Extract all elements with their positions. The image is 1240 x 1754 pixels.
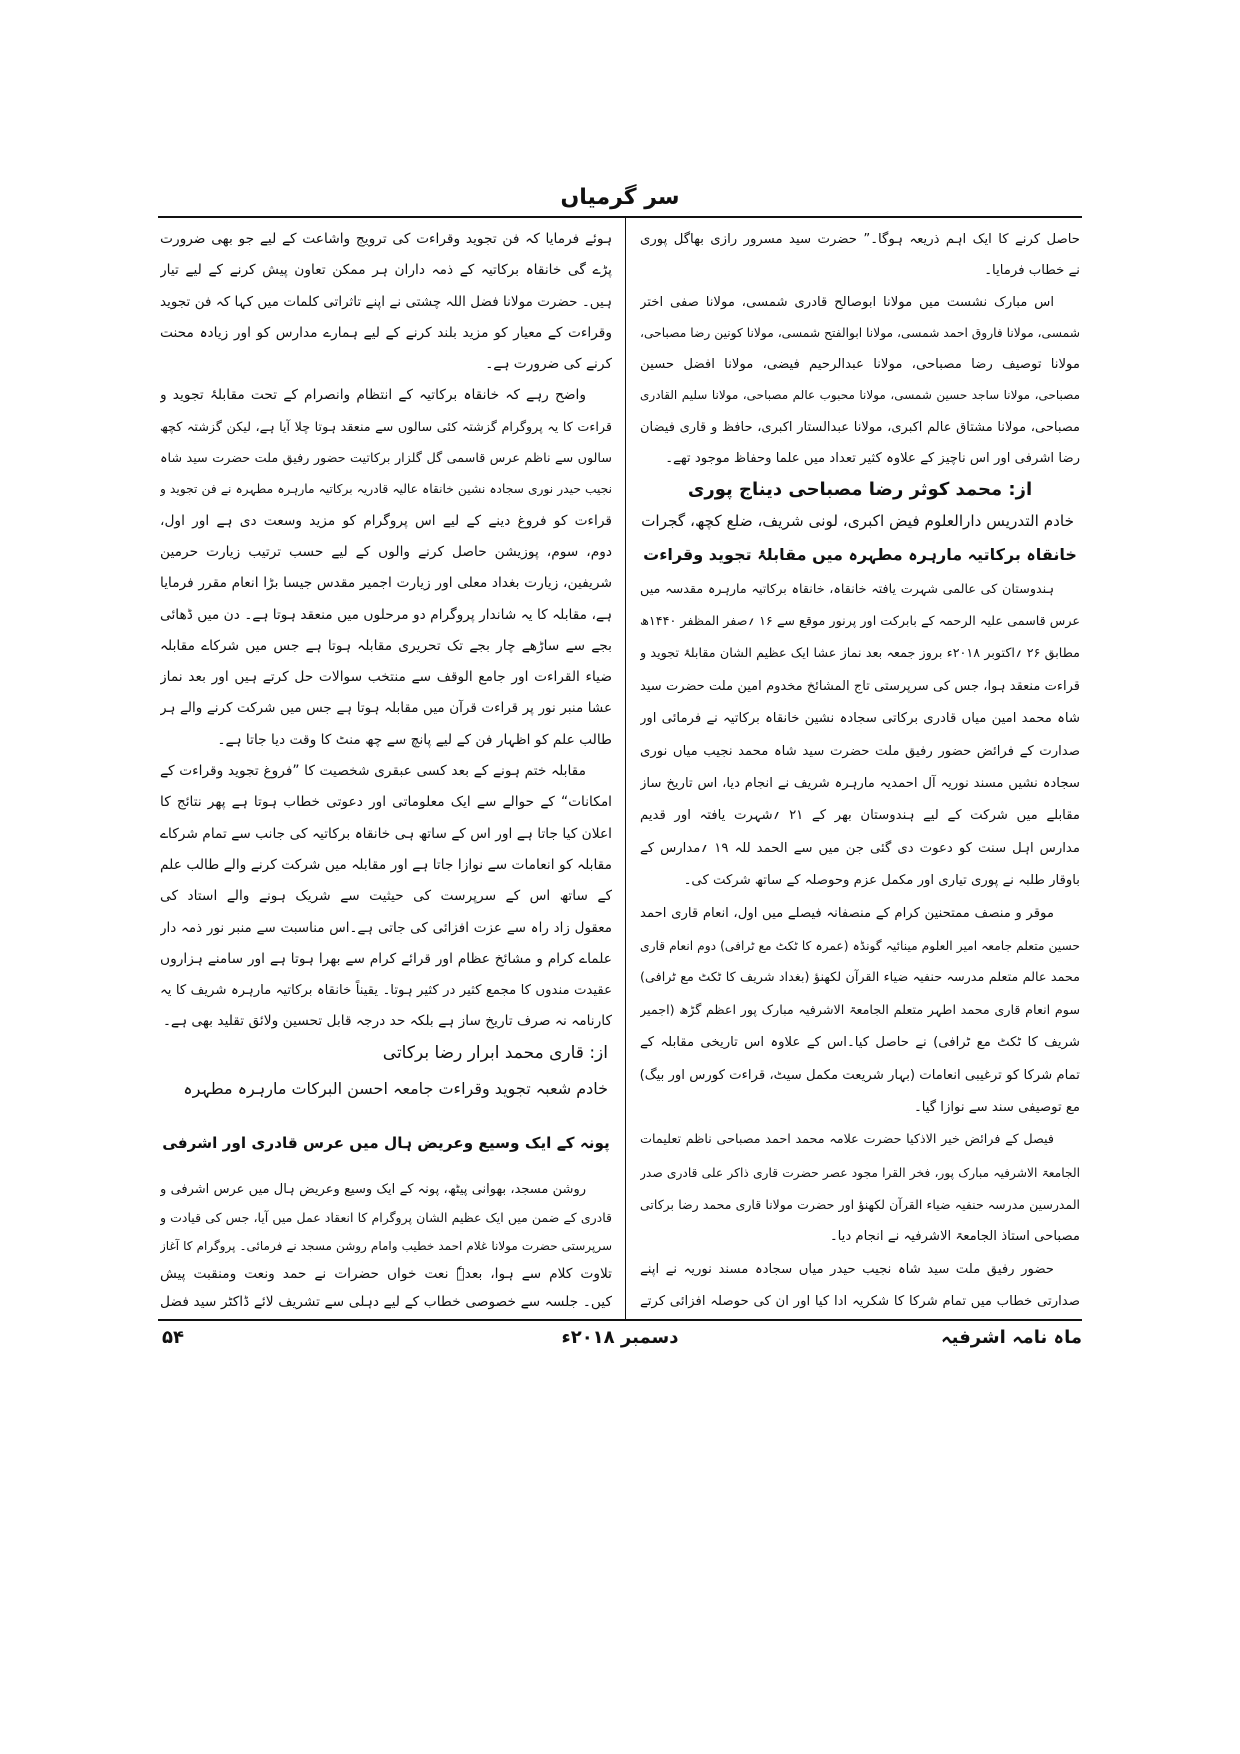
paragraph — [640, 1124, 1080, 1254]
text-line: مقابلہ ختم ہونے کے بعد کسی عبقری شخصیت کا ”فروغ تجوید وقراءت کے — [160, 763, 586, 780]
text-line: مقابلے میں شرکت کے لیے ہندوستان بھر کے ۲۱ ؍شہرت یافتہ اور قدیم — [640, 808, 1080, 824]
text-line: سوم انعام قاری محمد اطہر متعلم الجامعۃ الاشرفیہ مبارک پور اعظم گڑھ (اجمیر — [640, 1002, 1080, 1018]
continued-paragraph — [160, 224, 612, 380]
text-line: باوقار طلبہ نے پوری تیاری اور مکمل عزم وحوصلہ کے ساتھ شرکت کی۔ — [683, 873, 1080, 889]
article-barkatiya-competition — [640, 537, 1080, 1318]
participants-paragraph — [640, 287, 1080, 475]
text-line: اس مبارک نشست میں مولانا ابوصالح قادری شمسی، مولانا صفی اختر — [640, 294, 1054, 310]
author-byline: از: محمد کوثر رضا مصباحی دیناج پوری — [687, 479, 1033, 501]
text-line: مصباحی، مولانا مشتاق عالم اکبری، مولانا عبدالستار اکبری، حافظ و قاری فیضان — [640, 419, 1080, 435]
text-line: واضح رہے کہ خانقاہ برکاتیہ کے انتظام وانصرام کے تحت مقابلۂ تجوید و — [160, 387, 586, 404]
text-line: مع توصیفی سند سے نوازا گیا۔ — [913, 1099, 1080, 1115]
text-line: پڑے گی خانقاہ برکاتیہ کے ذمہ داران ہر ممکن تعاون پیش کرنے کے لیے تیار — [160, 262, 612, 279]
text-line: موقر و منصف ممتحنین کرام کے منصفانہ فیصلے میں اول، انعام قاری احمد — [640, 905, 1054, 921]
text-line: تلاوت کلام سے ہوا، بعدہٗ نعت خواں حضرات نے حمد ونعت ومنقبت پیش — [160, 1265, 612, 1282]
author-affiliation: خادم شعبہ تجوید وقراءت جامعہ احسن البرکات مارہرہ مطہرہ — [183, 1079, 608, 1099]
text-line: قراءت کو فروغ دینے کے لیے اس پروگرام کو مزید وسعت دی ہے اور اول، — [160, 512, 612, 529]
text-line: دوم، سوم، پوزیشن حاصل کرنے والوں کے لیے حسب ترتیب زیارت حرمین — [160, 543, 612, 560]
text-line: ہیں۔ حضرت مولانا فضل اللہ چشتی نے اپنے تاثراتی کلمات میں کہا کہ فن تجوید — [160, 293, 612, 310]
text-line: نجیب حیدر نوری سجادہ نشین خانقاہ عالیہ قادریہ برکاتیہ مارہرہ مطہرہ نے فن تجوید و — [160, 482, 612, 497]
paragraph — [640, 898, 1080, 1125]
article-body — [640, 574, 1080, 1318]
paragraph — [160, 756, 612, 1038]
text-line: نے خطاب فرمایا۔ — [984, 263, 1080, 279]
text-line: رضا اشرفی اور اس ناچیز کے علاوہ کثیر تعداد میں علما وحفاظ موجود تھے۔ — [665, 451, 1080, 467]
text-line: عرس قاسمی علیہ الرحمہ کے بابرکت اور پرنور موقع سے ۱۶ ؍صفر المظفر ۱۴۴۰ھ — [640, 614, 1080, 630]
text-line: مصباحی استاذ الجامعۃ الاشرفیہ نے انجام دیا۔ — [829, 1229, 1080, 1245]
text-line: فیصل کے فرائض خیر الاذکیا حضرت علامہ محمد احمد مصباحی ناظم تعلیمات — [640, 1132, 1054, 1148]
text-line: مطابق ۲۶ ؍اکتوبر ۲۰۱۸ء بروز جمعہ بعد نماز عشا ایک عظیم الشان مقابلۂ تجوید و — [640, 646, 1080, 662]
article-body — [160, 1176, 612, 1316]
text-line: کرنے کی ضرورت ہے۔ — [485, 356, 612, 373]
text-line: صدارت کے فرائض حضور رفیق ملت حضرت سید شاہ محمد نجیب میاں نوری — [640, 743, 1080, 759]
text-line: محمد عالم متعلم مدرسہ حنفیہ ضیاء القرآن لکھنؤ (بغداد شریف کا ٹکٹ مع ٹرافی) — [640, 970, 1080, 986]
text-line: ضیاء القراءت اور جامع الوقف سے منتخب سوالات حل کرتے ہیں اور بعد نماز — [160, 669, 612, 686]
text-line: اعلان کیا جاتا ہے اور اس کے ساتھ ہی خانقاہ برکاتیہ کی جانب سے تمام شرکاے — [160, 825, 612, 842]
text-line: صدارتی خطاب میں تمام شرکا کا شکریہ ادا کیا اور ان کی حوصلہ افزائی کرتے — [640, 1294, 1080, 1310]
text-line: قراءت منعقد ہوا، جس کی سرپرستی تاج المشائخ مخدوم امین ملت حضرت سید — [640, 678, 1080, 694]
text-line: مدارس اہل سنت کو دعوت دی گئی جن میں سے الحمد للہ ۱۹ ؍مدارس کے — [640, 840, 1080, 856]
text-line: مولانا توصیف رضا مصباحی، مولانا عبدالرحیم فیضی، مولانا افضل حسین — [640, 357, 1080, 373]
issue-date: دسمبر ۲۰۱۸ء — [561, 1327, 679, 1348]
text-line: کے ساتھ اس کے سرپرست کی حیثیت سے شریک ہونے والے استاد کی — [160, 888, 612, 905]
text-line: روشن مسجد، بھوانی پیٹھ، پونہ کے ایک وسیع وعریض ہال میں عرس اشرفی و — [160, 1181, 586, 1197]
magazine-name: ماہ نامہ اشرفیہ — [941, 1327, 1082, 1348]
text-line: شریفین، زیارت بغداد معلی اور زیارت اجمیر مقدس جیسا بڑا انعام مقرر فرمایا — [160, 575, 612, 592]
text-line: مصباحی، مولانا ساجد حسین شمسی، مولانا محبوب عالم مصباحی، مولانا سلیم القادری — [640, 388, 1080, 403]
continued-paragraph — [640, 224, 1080, 287]
text-line: عقیدت مندوں کا مجمع کثیر در کثیر ہوتا۔ یقیناً خانقاہ برکاتیہ مارہرہ شریف کا یہ — [160, 983, 612, 999]
text-line: بجے سے ساڑھے چار بجے تک تحریری مقابلہ ہوتا ہے جس میں شرکاے مقابلہ — [160, 637, 612, 654]
text-line: شاہ محمد امین میاں قادری برکاتی سجادہ نشین خانقاہ برکاتیہ نے فرمائی اور — [640, 711, 1080, 727]
text-line: مقابلہ کو انعامات سے نوازا جاتا ہے اور مقابلہ میں شرکت کرنے والے طالب علم — [160, 856, 612, 873]
text-line: سرپرستی حضرت مولانا غلام احمد خطیب وامام روشن مسجد نے فرمائی۔ پروگرام کا آغاز — [160, 1238, 612, 1253]
paragraph — [160, 380, 612, 756]
paragraph — [160, 1176, 612, 1316]
author-affiliation: خادم التدریس دارالعلوم فیض اکبری، لونی شریف، ضلع کچھ، گجرات — [641, 511, 1074, 530]
text-line: سالوں سے ناظم عرس قاسمی گل گلزار برکاتیت حضور رفیق ملت حضرت سید شاہ — [160, 451, 612, 467]
text-line: تمام شرکا کو ترغیبی انعامات (بہار شریعت مکمل سیٹ، قراءت کورس اور بیگ) — [640, 1067, 1080, 1083]
paragraph — [640, 1254, 1080, 1318]
author-byline: از: قاری محمد ابرار رضا برکاتی — [382, 1042, 608, 1063]
text-line: علماے کرام و مشائخ عظام اور قرائے کرام سے بھرا ہوتا ہے اور سامنے ہزاروں — [160, 950, 612, 967]
section-title: سر گرمیاں — [560, 185, 680, 210]
left-column — [160, 224, 612, 1316]
text-line: قادری کے ضمن میں ایک عظیم الشان پروگرام کا انعقاد عمل میں آیا، جس کی قیادت و — [160, 1209, 612, 1225]
footer-rule — [158, 1319, 1082, 1321]
text-line: سجادہ نشیں مسند نوریہ آل احمدیہ مارہرہ شریف نے انجام دیا، اس تاریخ ساز — [640, 776, 1080, 791]
text-line: کیں۔ جلسہ سے خصوصی خطاب کے لیے دہلی سے تشریف لائے ڈاکٹر سید فضل — [160, 1293, 612, 1310]
text-line: المدرسین مدرسہ حنفیہ ضیاء القرآن لکھنؤ اور حضرت مولانا قاری محمد رضا برکاتی — [640, 1197, 1080, 1213]
text-line: حاصل کرنے کا ایک اہم ذریعہ ہوگا۔” حضرت سید مسرور رازی بھاگل پوری — [640, 232, 1080, 247]
text-line: ہندوستان کی عالمی شہرت یافتہ خانقاہ، خانقاہ برکاتیہ مارہرہ مقدسہ میں — [640, 581, 1054, 597]
text-line: ہوئے فرمایا کہ فن تجوید وقراءت کی ترویج واشاعت کے لیے جو بھی ضرورت — [160, 231, 612, 247]
text-line: ہے، مقابلہ کا یہ شاندار پروگرام دو مرحلوں میں منعقد ہوتا ہے۔ دن میں ڈھائی — [160, 606, 612, 623]
text-line: شمسی، مولانا فاروق احمد شمسی، مولانا ابوالفتح شمسی، مولانا کونین رضا مصباحی، — [640, 325, 1080, 340]
text-line: حضور رفیق ملت سید شاہ نجیب حیدر میاں سجادہ مسند نوریہ نے اپنے — [640, 1261, 1054, 1277]
paragraph — [640, 574, 1080, 898]
text-line: قراءت کا یہ پروگرام گزشتہ کئی سالوں سے منعقد ہوتا چلا آیا ہے، لیکن گزشتہ کچھ — [160, 419, 612, 435]
text-line: الجامعۃ الاشرفیہ مبارک پور، فخر القرا مجود عصر حضرت قاری ذاکر علی قادری صدر — [640, 1165, 1080, 1180]
column-divider — [625, 218, 626, 1319]
right-column — [640, 224, 1080, 1318]
text-line: امکانات“ کے حوالے سے ایک معلوماتی اور دعوتی خطاب ہوتا ہے پھر نتائج کا — [160, 794, 612, 811]
article-heading: پونہ کے ایک وسیع وعریض ہال میں عرس قادری اور اشرفی — [162, 1134, 610, 1153]
article-pune-urs — [160, 1104, 612, 1316]
page-number: ۵۴ — [162, 1327, 184, 1348]
header-rule — [158, 216, 1082, 218]
text-line: حسین متعلم جامعہ امیر العلوم مینائیہ گونڈہ (عمرہ کا ٹکٹ مع ٹرافی) دوم انعام قاری — [640, 938, 1080, 953]
text-line: کارنامہ نہ صرف تاریخ ساز ہے بلکہ حد درجہ قابل تحسین ولائق تقلید بھی ہے۔ — [162, 1013, 612, 1030]
text-line: معقول زاد راہ سے عزت افزائی کی جاتی ہے۔اس مناسبت سے منبر نور ذمہ دار — [160, 919, 612, 936]
text-line: وقراءت کے معیار کو مزید بلند کرنے کے لیے ہمارے مدارس کو اور زیادہ محنت — [160, 324, 612, 341]
text-line: طالب علم کو اظہار فن کے لیے پانچ سے چھ منٹ کا وقت دیا جاتا ہے۔ — [217, 731, 612, 748]
article-heading: خانقاہ برکاتیہ مارہرہ مطہرہ میں مقابلۂ تجوید وقراءت — [643, 544, 1077, 564]
text-line: شریف کا ٹکٹ مع ٹرافی) نے حاصل کیا۔اس کے علاوہ اس تاریخی مقابلہ کے — [640, 1035, 1080, 1051]
text-line: عشا منبر نور پر قراءت قرآن میں مقابلہ ہوتا ہے جس میں شرکت کرنے والے ہر — [160, 700, 612, 717]
